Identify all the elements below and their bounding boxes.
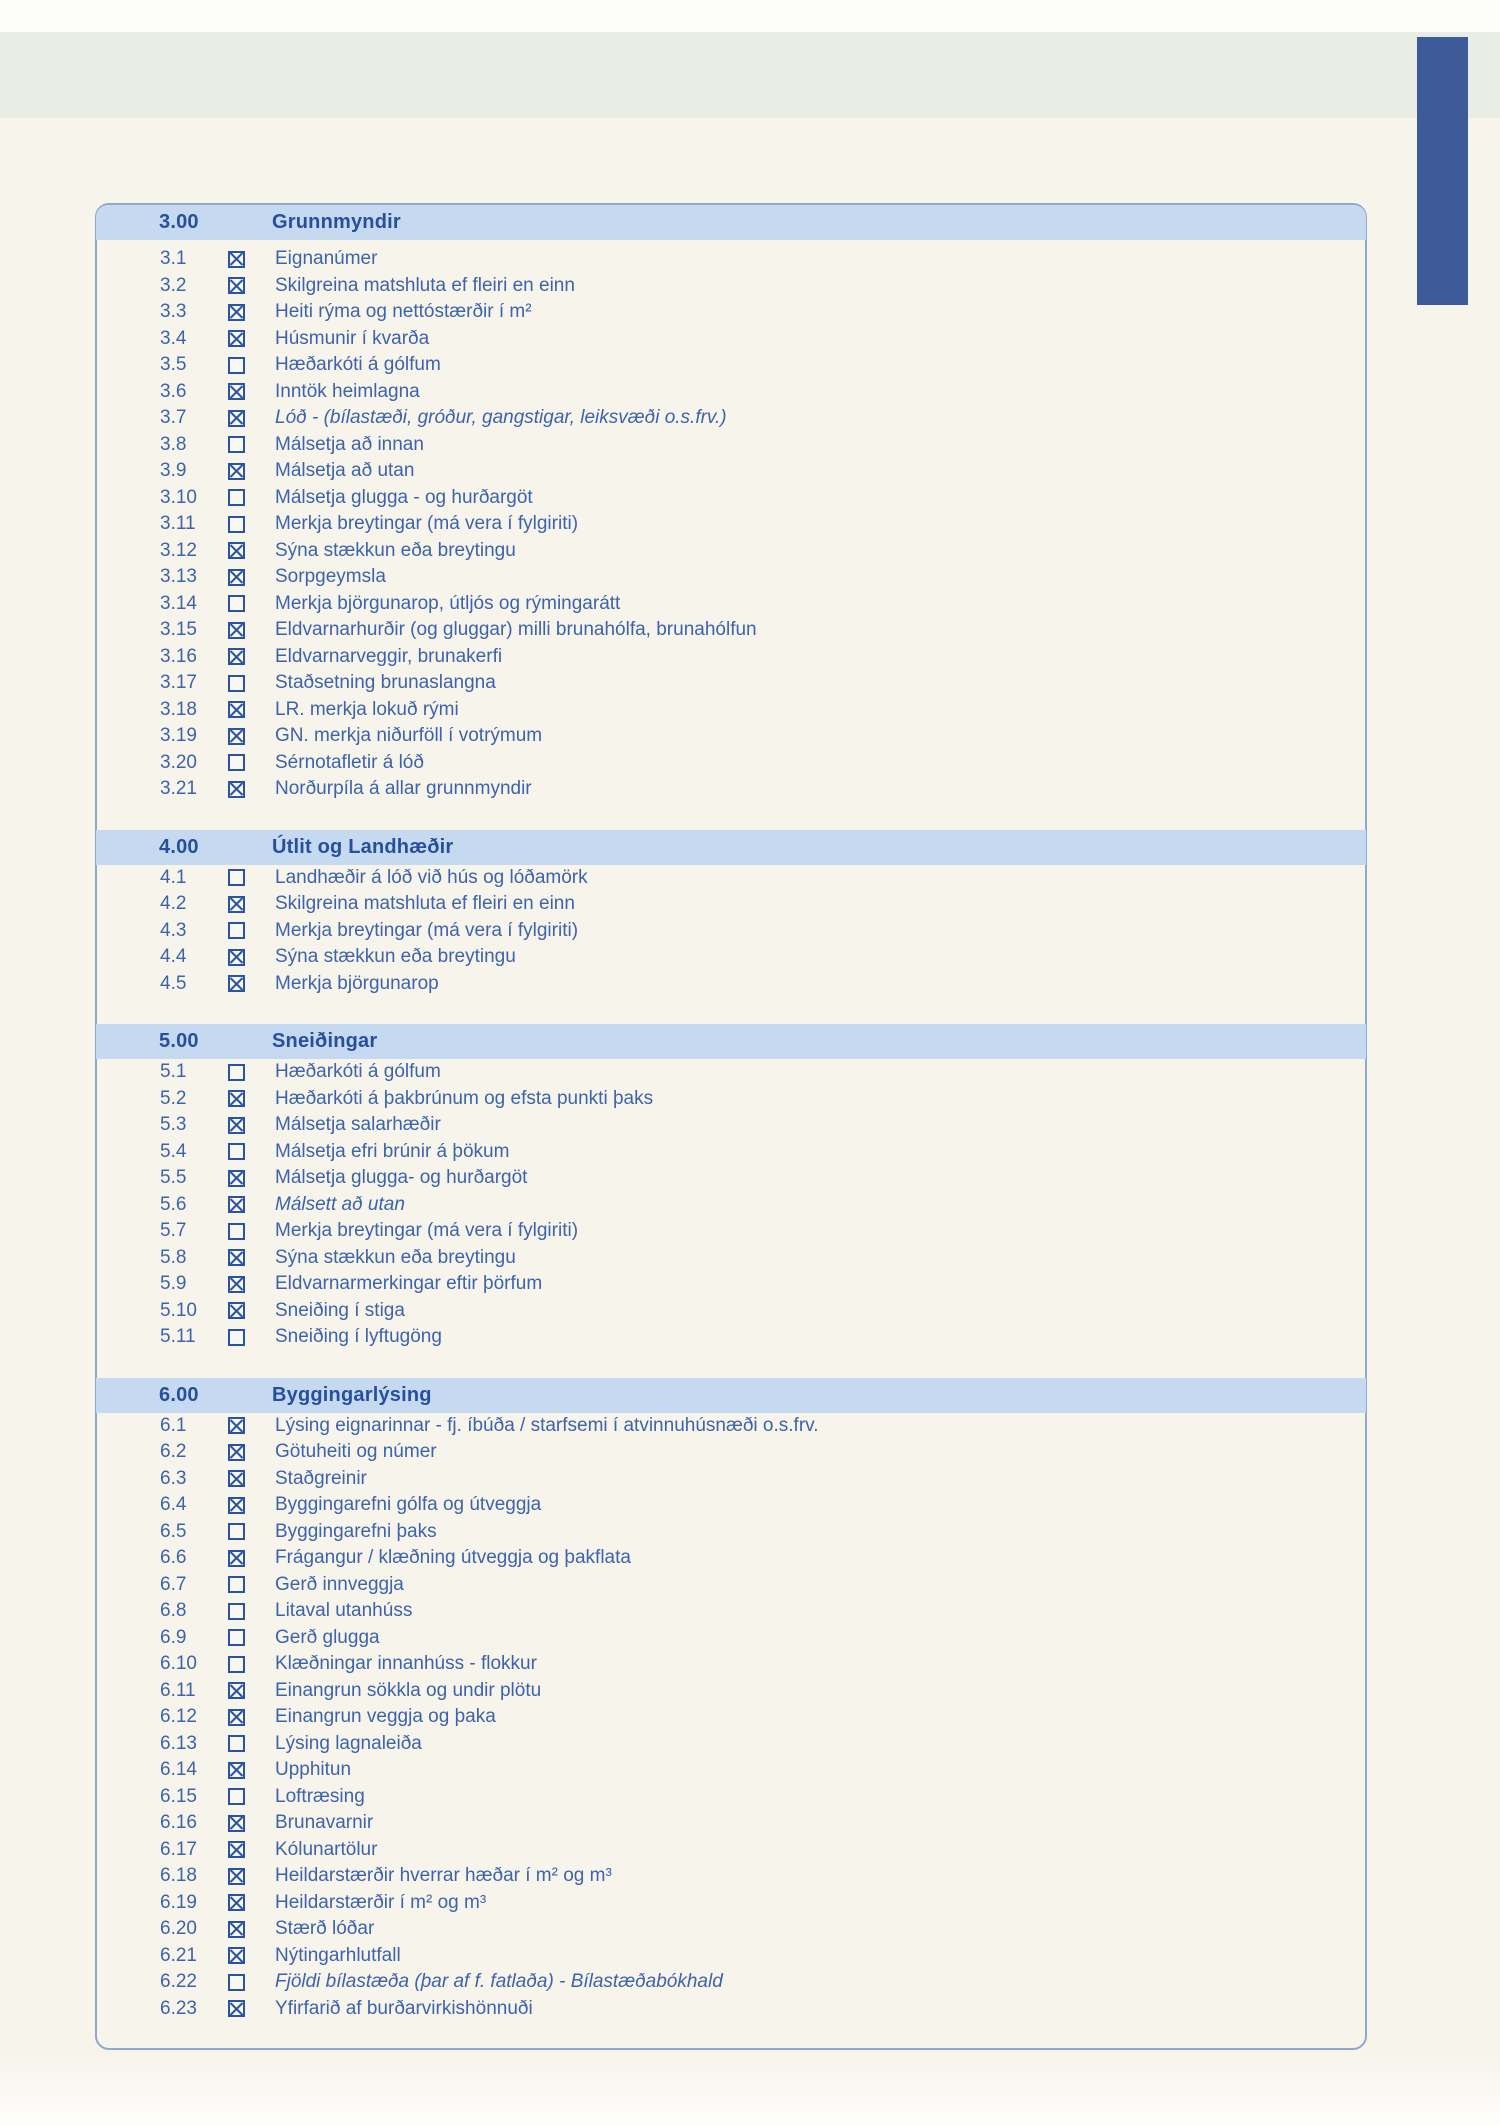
checkbox-checked-icon [228, 1709, 245, 1726]
checklist-row [97, 1863, 1365, 1890]
checkbox-checked-icon [228, 330, 245, 347]
checkbox-checked-icon [228, 1196, 245, 1213]
checklist-row [97, 458, 1365, 485]
checkbox-empty-icon [228, 1576, 245, 1593]
item-label: Sneiðing í lyftugöng [275, 1326, 442, 1348]
checkbox-empty-icon [228, 922, 245, 939]
item-number: 6.3 [160, 1467, 187, 1489]
checklist-row [97, 1943, 1365, 1970]
checklist-panel [95, 203, 1367, 2050]
page-top-margin [0, 0, 1500, 32]
item-label: Gerð innveggja [275, 1573, 404, 1595]
checkbox-checked-icon [228, 1550, 245, 1567]
item-label: Eldvarnarhurðir (og gluggar) milli brunahólfa, brunahólfun [275, 619, 757, 641]
item-label: Hæðarkóti á gólfum [275, 1061, 441, 1083]
checkbox-checked-icon [228, 1497, 245, 1514]
checkbox-checked-icon [228, 701, 245, 718]
checklist-section-6 [97, 1378, 1365, 2023]
section-header [96, 1024, 1366, 1059]
item-number: 3.15 [160, 619, 197, 641]
item-label: Staðgreinir [275, 1467, 367, 1489]
item-number: 3.9 [160, 460, 187, 482]
section-title: Sneiðingar [272, 1030, 378, 1052]
checklist-row [97, 1969, 1365, 1996]
item-number: 3.14 [160, 592, 197, 614]
item-number: 3.5 [160, 354, 187, 376]
section-rows [97, 865, 1365, 998]
item-label: Málsetja glugga - og hurðargöt [275, 486, 533, 508]
item-number: 3.7 [160, 407, 187, 429]
item-number: 6.19 [160, 1891, 197, 1913]
checklist-row [97, 1298, 1365, 1325]
item-number: 3.2 [160, 274, 187, 296]
checklist-row [97, 1731, 1365, 1758]
item-label: Stærð lóðar [275, 1918, 375, 1940]
checklist-row [97, 1598, 1365, 1625]
item-number: 6.16 [160, 1812, 197, 1834]
item-label: Merkja breytingar (má vera í fylgiriti) [275, 1220, 579, 1242]
section-rows [97, 240, 1365, 803]
section-title: Útlit og Landhæðir [272, 835, 454, 858]
checkbox-checked-icon [228, 383, 245, 400]
item-label: Hæðarkóti á gólfum [275, 354, 441, 376]
checkbox-checked-icon [228, 622, 245, 639]
item-label: Sýna stækkun eða breytingu [275, 1246, 516, 1268]
checklist-row [97, 1112, 1365, 1139]
item-number: 6.1 [160, 1414, 187, 1436]
checkbox-checked-icon [228, 542, 245, 559]
checklist-row [97, 405, 1365, 432]
item-number: 6.12 [160, 1706, 197, 1728]
item-number: 6.22 [160, 1971, 197, 1993]
item-label: Sorpgeymsla [275, 566, 386, 588]
checklist-row [97, 776, 1365, 803]
item-number: 6.8 [160, 1600, 187, 1622]
item-label: Málsetja að utan [275, 460, 415, 482]
checklist-row [97, 1192, 1365, 1219]
item-label: Litaval utanhúss [275, 1600, 413, 1622]
checklist-row [97, 644, 1365, 671]
item-label: Heildarstærðir hverrar hæðar í m² og m³ [275, 1865, 612, 1887]
item-label: Heildarstærðir í m² og m³ [275, 1891, 487, 1913]
item-number: 6.5 [160, 1520, 187, 1542]
checklist-row [97, 1757, 1365, 1784]
item-number: 6.20 [160, 1918, 197, 1940]
checkbox-empty-icon [228, 869, 245, 886]
checkbox-checked-icon [228, 277, 245, 294]
checkbox-checked-icon [228, 1470, 245, 1487]
item-label: Norðurpíla á allar grunnmyndir [275, 778, 532, 800]
item-number: 4.1 [160, 866, 187, 888]
checklist-row [97, 891, 1365, 918]
item-number: 4.4 [160, 946, 187, 968]
checkbox-checked-icon [228, 1170, 245, 1187]
item-label: Gerð glugga [275, 1626, 380, 1648]
checkbox-checked-icon [228, 304, 245, 321]
item-label: Merkja björgunarop [275, 972, 439, 994]
checkbox-checked-icon [228, 251, 245, 268]
item-label: Lýsing eignarinnar - fj. íbúða / starfsemi í atvinnuhúsnæði o.s.frv. [275, 1414, 819, 1436]
checkbox-empty-icon [228, 357, 245, 374]
item-number: 3.4 [160, 327, 187, 349]
item-number: 3.13 [160, 566, 197, 588]
item-label: Götuheiti og númer [275, 1441, 437, 1463]
checkbox-checked-icon [228, 1841, 245, 1858]
checkbox-checked-icon [228, 949, 245, 966]
checklist-row [97, 1916, 1365, 1943]
item-label: Landhæðir á lóð við hús og lóðamörk [275, 866, 588, 888]
checklist-row [97, 723, 1365, 750]
item-label: Inntök heimlagna [275, 380, 420, 402]
item-label: GN. merkja niðurföll í votrýmum [275, 725, 543, 747]
checkbox-checked-icon [228, 1762, 245, 1779]
checkbox-empty-icon [228, 1629, 245, 1646]
item-label: Heiti rýma og nettóstærðir í m² [275, 301, 532, 323]
checklist-row [97, 1545, 1365, 1572]
item-number: 5.2 [160, 1087, 187, 1109]
checklist-row [97, 591, 1365, 618]
checklist-row [97, 1837, 1365, 1864]
item-label: Eldvarnarmerkingar eftir þörfum [275, 1273, 543, 1295]
checkbox-empty-icon [228, 1735, 245, 1752]
checklist-row [97, 485, 1365, 512]
checklist-row [97, 1165, 1365, 1192]
checklist-section-3 [97, 205, 1365, 803]
item-number: 3.18 [160, 698, 197, 720]
blue-accent-bar [1417, 37, 1468, 305]
item-number: 4.2 [160, 893, 187, 915]
item-label: Húsmunir í kvarða [275, 327, 430, 349]
checkbox-checked-icon [228, 781, 245, 798]
item-label: Lýsing lagnaleiða [275, 1732, 422, 1754]
checkbox-checked-icon [228, 1868, 245, 1885]
item-number: 3.12 [160, 539, 197, 561]
checkbox-checked-icon [228, 1117, 245, 1134]
checklist-row [97, 1245, 1365, 1272]
checkbox-checked-icon [228, 463, 245, 480]
item-label: Klæðningar innanhúss - flokkur [275, 1653, 537, 1675]
checkbox-checked-icon [228, 1894, 245, 1911]
checklist-row [97, 1439, 1365, 1466]
checklist-row [97, 432, 1365, 459]
checkbox-checked-icon [228, 975, 245, 992]
checklist-section-5 [97, 1024, 1365, 1351]
item-label: Kólunartölur [275, 1838, 378, 1860]
item-number: 6.13 [160, 1732, 197, 1754]
checklist-row [97, 511, 1365, 538]
checklist-row [97, 273, 1365, 300]
item-number: 6.14 [160, 1759, 197, 1781]
checkbox-empty-icon [228, 1523, 245, 1540]
checklist-row [97, 670, 1365, 697]
item-number: 3.21 [160, 778, 197, 800]
checklist-row [97, 379, 1365, 406]
item-number: 3.20 [160, 751, 197, 773]
item-number: 6.15 [160, 1785, 197, 1807]
item-number: 6.21 [160, 1944, 197, 1966]
section-header [96, 205, 1366, 240]
checkbox-checked-icon [228, 1417, 245, 1434]
item-number: 5.1 [160, 1061, 187, 1083]
checklist-row [97, 1059, 1365, 1086]
item-number: 3.10 [160, 486, 197, 508]
item-number: 3.6 [160, 380, 187, 402]
item-label: Skilgreina matshluta ef fleiri en einn [275, 893, 575, 915]
checklist-section-4 [97, 830, 1365, 998]
checklist-row [97, 538, 1365, 565]
checklist-row [97, 326, 1365, 353]
item-label: Eignanúmer [275, 248, 378, 270]
checkbox-empty-icon [228, 1974, 245, 1991]
item-label: Upphitun [275, 1759, 352, 1781]
checkbox-empty-icon [228, 1603, 245, 1620]
item-number: 5.9 [160, 1273, 187, 1295]
item-number: 5.6 [160, 1193, 187, 1215]
item-number: 5.3 [160, 1114, 187, 1136]
item-number: 3.17 [160, 672, 197, 694]
item-label: Einangrun veggja og þaka [275, 1706, 496, 1728]
page-bottom-fade [0, 2055, 1500, 2125]
item-label: Fjöldi bílastæða (þar af f. fatlaða) - Bílastæðabókhald [275, 1971, 723, 1993]
checklist-row [97, 1086, 1365, 1113]
checklist-row [97, 1324, 1365, 1351]
item-label: Sérnotafletir á lóð [275, 751, 424, 773]
item-number: 5.5 [160, 1167, 187, 1189]
item-number: 3.8 [160, 433, 187, 455]
checklist-row [97, 697, 1365, 724]
item-label: Málsetja glugga- og hurðargöt [275, 1167, 528, 1189]
item-label: Frágangur / klæðning útveggja og þakflata [275, 1547, 631, 1569]
checkbox-checked-icon [228, 1249, 245, 1266]
checklist-row [97, 1492, 1365, 1519]
item-label: Merkja breytingar (má vera í fylgiriti) [275, 513, 579, 535]
checkbox-checked-icon [228, 569, 245, 586]
checklist-row [97, 1996, 1365, 2023]
checklist-row [97, 1139, 1365, 1166]
checkbox-empty-icon [228, 1223, 245, 1240]
checklist-row [97, 352, 1365, 379]
item-label: Eldvarnarveggir, brunakerfi [275, 645, 503, 667]
checklist-row [97, 299, 1365, 326]
item-number: 6.17 [160, 1838, 197, 1860]
item-label: Staðsetning brunaslangna [275, 672, 496, 694]
item-number: 3.16 [160, 645, 197, 667]
item-label: Nýtingarhlutfall [275, 1944, 401, 1966]
section-title: Byggingarlýsing [272, 1383, 432, 1406]
item-label: Hæðarkóti á þakbrúnum og efsta punkti þaks [275, 1087, 654, 1109]
item-label: Loftræsing [275, 1785, 365, 1807]
checkbox-empty-icon [228, 754, 245, 771]
checkbox-empty-icon [228, 1064, 245, 1081]
item-label: Sneiðing í stiga [275, 1299, 405, 1321]
item-label: Byggingarefni gólfa og útveggja [275, 1494, 542, 1516]
item-number: 6.4 [160, 1494, 187, 1516]
item-number: 3.19 [160, 725, 197, 747]
checkbox-checked-icon [228, 1276, 245, 1293]
checkbox-empty-icon [228, 1656, 245, 1673]
checkbox-checked-icon [228, 1815, 245, 1832]
item-label: Málsetja að innan [275, 433, 424, 455]
checkbox-empty-icon [228, 675, 245, 692]
checkbox-checked-icon [228, 1302, 245, 1319]
item-number: 3.3 [160, 301, 187, 323]
item-number: 3.1 [160, 248, 187, 270]
scan-shadow-band [0, 32, 1500, 118]
item-number: 6.23 [160, 1997, 197, 2019]
checklist-row [97, 1784, 1365, 1811]
checklist-row [97, 918, 1365, 945]
checkbox-checked-icon [228, 1090, 245, 1107]
checklist-row [97, 564, 1365, 591]
section-code: 3.00 [159, 211, 199, 233]
item-number: 6.2 [160, 1441, 187, 1463]
item-number: 6.9 [160, 1626, 187, 1648]
checkbox-checked-icon [228, 648, 245, 665]
item-label: Merkja breytingar (má vera í fylgiriti) [275, 919, 579, 941]
checklist-row [97, 1466, 1365, 1493]
checklist-row [97, 1890, 1365, 1917]
item-label: Brunavarnir [275, 1812, 374, 1834]
item-label: Málsetja efri brúnir á þökum [275, 1140, 510, 1162]
item-number: 5.11 [160, 1326, 196, 1348]
checklist-row [97, 1271, 1365, 1298]
item-number: 5.8 [160, 1246, 187, 1268]
checklist-row [97, 944, 1365, 971]
item-number: 6.6 [160, 1547, 187, 1569]
section-rows [97, 1413, 1365, 2023]
checklist-row [97, 865, 1365, 892]
checkbox-checked-icon [228, 1444, 245, 1461]
checkbox-checked-icon [228, 896, 245, 913]
item-number: 4.3 [160, 919, 187, 941]
checklist-row [97, 971, 1365, 998]
checkbox-checked-icon [228, 1947, 245, 1964]
checkbox-checked-icon [228, 1682, 245, 1699]
checkbox-empty-icon [228, 1143, 245, 1160]
item-label: Málsett að utan [275, 1193, 405, 1215]
item-label: Merkja björgunarop, útljós og rýmingarátt [275, 592, 621, 614]
item-label: Skilgreina matshluta ef fleiri en einn [275, 274, 575, 296]
item-label: Sýna stækkun eða breytingu [275, 539, 516, 561]
checklist-row [97, 1572, 1365, 1599]
checklist-row [97, 246, 1365, 273]
checklist-row [97, 1810, 1365, 1837]
section-header [96, 830, 1366, 865]
checklist-row [97, 1678, 1365, 1705]
checklist-row [97, 1218, 1365, 1245]
checkbox-empty-icon [228, 516, 245, 533]
item-label: Lóð - (bílastæði, gróður, gangstigar, leiksvæði o.s.frv.) [275, 407, 727, 429]
checkbox-empty-icon [228, 436, 245, 453]
item-label: LR. merkja lokuð rými [275, 698, 459, 720]
section-title: Grunnmyndir [272, 211, 401, 233]
checklist-row [97, 1519, 1365, 1546]
item-number: 4.5 [160, 972, 187, 994]
item-label: Byggingarefni þaks [275, 1520, 437, 1542]
checklist-row [97, 1625, 1365, 1652]
section-header [96, 1378, 1366, 1413]
checkbox-empty-icon [228, 489, 245, 506]
checklist-row [97, 750, 1365, 777]
item-number: 5.10 [160, 1299, 197, 1321]
item-number: 6.7 [160, 1573, 187, 1595]
checkbox-empty-icon [228, 595, 245, 612]
section-rows [97, 1059, 1365, 1351]
section-code: 5.00 [159, 1030, 199, 1052]
checkbox-checked-icon [228, 728, 245, 745]
checklist-row [97, 1413, 1365, 1440]
checkbox-checked-icon [228, 2000, 245, 2017]
item-number: 6.18 [160, 1865, 197, 1887]
checklist-row [97, 1704, 1365, 1731]
item-label: Sýna stækkun eða breytingu [275, 946, 516, 968]
item-number: 6.10 [160, 1653, 197, 1675]
item-label: Málsetja salarhæðir [275, 1114, 441, 1136]
checkbox-checked-icon [228, 1921, 245, 1938]
section-code: 6.00 [159, 1383, 199, 1406]
checkbox-empty-icon [228, 1788, 245, 1805]
checkbox-empty-icon [228, 1329, 245, 1346]
checklist-row [97, 617, 1365, 644]
item-label: Einangrun sökkla og undir plötu [275, 1679, 542, 1701]
section-code: 4.00 [159, 835, 199, 858]
checkbox-checked-icon [228, 410, 245, 427]
item-number: 5.4 [160, 1140, 187, 1162]
item-number: 6.11 [160, 1679, 196, 1701]
checklist-row [97, 1651, 1365, 1678]
item-number: 3.11 [160, 513, 196, 535]
item-label: Yfirfarið af burðarvirkishönnuði [275, 1997, 533, 2019]
item-number: 5.7 [160, 1220, 187, 1242]
